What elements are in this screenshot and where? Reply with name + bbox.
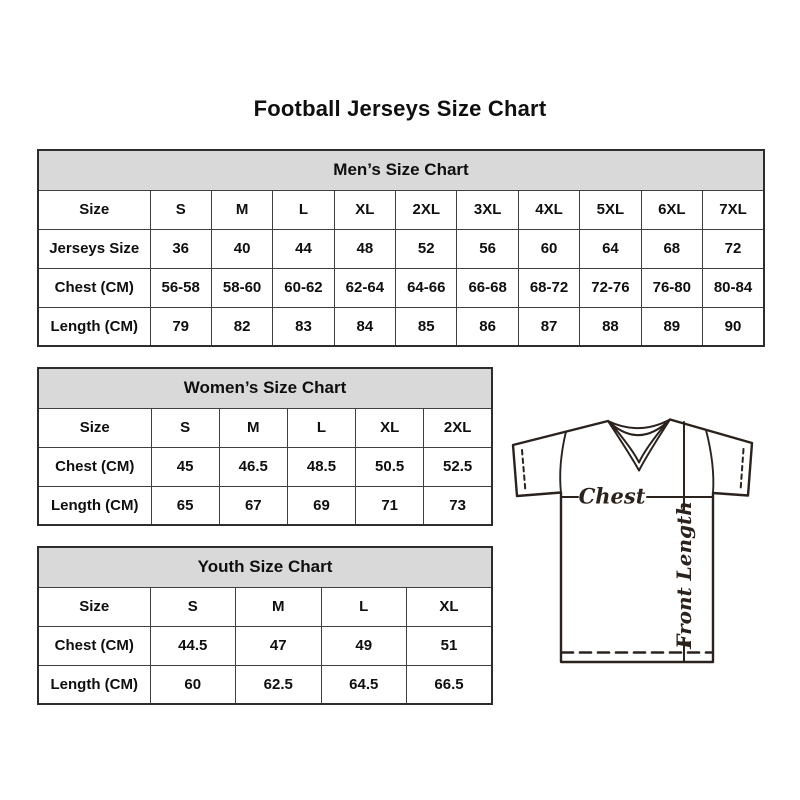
- table-cell: S: [150, 190, 211, 229]
- table-cell: 68: [641, 229, 702, 268]
- table-cell: L: [273, 190, 334, 229]
- table-row: [38, 408, 492, 447]
- table-cell: XL: [356, 408, 424, 447]
- row-label-cell: Length (CM): [38, 307, 150, 346]
- table-cell: 65: [151, 486, 219, 525]
- table-cell: XL: [407, 587, 493, 626]
- womens-table-title: Women’s Size Chart: [38, 368, 492, 408]
- table-cell: 60-62: [273, 268, 334, 307]
- table-row: [38, 229, 764, 268]
- table-row: [38, 665, 492, 704]
- table-cell: 52: [396, 229, 457, 268]
- table-cell: 84: [334, 307, 395, 346]
- table-cell: M: [211, 190, 272, 229]
- jersey-collar: [608, 420, 670, 471]
- table-cell: 69: [287, 486, 355, 525]
- table-cell: 60: [150, 665, 236, 704]
- table-cell: L: [287, 408, 355, 447]
- womens-size-table: [37, 367, 493, 526]
- row-label-cell: Length (CM): [38, 486, 151, 525]
- table-cell: 79: [150, 307, 211, 346]
- table-cell: 67: [219, 486, 287, 525]
- table-cell: 48: [334, 229, 395, 268]
- table-cell: 45: [151, 447, 219, 486]
- table-cell: 50.5: [356, 447, 424, 486]
- table-cell: XL: [334, 190, 395, 229]
- table-cell: 47: [236, 626, 322, 665]
- jersey-sleeve-seam-left: [560, 432, 566, 494]
- table-cell: S: [151, 408, 219, 447]
- row-label-cell: Jerseys Size: [38, 229, 150, 268]
- table-cell: 44: [273, 229, 334, 268]
- table-cell: 72-76: [580, 268, 641, 307]
- table-cell: S: [150, 587, 236, 626]
- table-cell: 89: [641, 307, 702, 346]
- table-cell: 49: [321, 626, 407, 665]
- table-cell: 46.5: [219, 447, 287, 486]
- table-row: [38, 150, 764, 190]
- table-cell: 71: [356, 486, 424, 525]
- youth-size-table: [37, 546, 493, 705]
- table-row: [38, 190, 764, 229]
- row-label-cell: Chest (CM): [38, 447, 151, 486]
- table-cell: 76-80: [641, 268, 702, 307]
- table-cell: 48.5: [287, 447, 355, 486]
- jersey-outline: [513, 420, 752, 663]
- jersey-cuff-stitch-right: [741, 449, 744, 491]
- table-cell: 64-66: [396, 268, 457, 307]
- row-label-cell: Size: [38, 190, 150, 229]
- table-cell: 58-60: [211, 268, 272, 307]
- table-cell: 73: [424, 486, 492, 525]
- table-cell: 52.5: [424, 447, 492, 486]
- table-cell: 64.5: [321, 665, 407, 704]
- row-label-cell: Length (CM): [38, 665, 150, 704]
- table-row: [38, 626, 492, 665]
- table-cell: 86: [457, 307, 518, 346]
- table-cell: 3XL: [457, 190, 518, 229]
- table-row: [38, 486, 492, 525]
- table-cell: 6XL: [641, 190, 702, 229]
- table-cell: 62.5: [236, 665, 322, 704]
- front-length-label: Front Length: [672, 501, 696, 649]
- table-cell: 82: [211, 307, 272, 346]
- table-cell: M: [236, 587, 322, 626]
- table-cell: 51: [407, 626, 493, 665]
- table-cell: 62-64: [334, 268, 395, 307]
- jersey-cuff-stitch-left: [522, 450, 526, 492]
- page-title: Football Jerseys Size Chart: [253, 96, 547, 121]
- table-cell: 83: [273, 307, 334, 346]
- table-row: [38, 547, 492, 587]
- table-row: [38, 368, 492, 408]
- table-cell: 88: [580, 307, 641, 346]
- table-cell: 44.5: [150, 626, 236, 665]
- table-cell: 40: [211, 229, 272, 268]
- table-cell: 56-58: [150, 268, 211, 307]
- table-cell: 5XL: [580, 190, 641, 229]
- table-cell: M: [219, 408, 287, 447]
- jersey-measurement-diagram: [500, 400, 770, 680]
- table-cell: 64: [580, 229, 641, 268]
- table-cell: 2XL: [424, 408, 492, 447]
- table-cell: 2XL: [396, 190, 457, 229]
- table-row: [38, 307, 764, 346]
- row-label-cell: Chest (CM): [38, 268, 150, 307]
- table-cell: 90: [703, 307, 764, 346]
- table-cell: 56: [457, 229, 518, 268]
- table-cell: 68-72: [518, 268, 579, 307]
- jersey-sleeve-seam-right: [706, 430, 713, 493]
- row-label-cell: Size: [38, 587, 150, 626]
- table-cell: 72: [703, 229, 764, 268]
- table-cell: 66.5: [407, 665, 493, 704]
- table-row: [38, 447, 492, 486]
- table-cell: 66-68: [457, 268, 518, 307]
- table-cell: 60: [518, 229, 579, 268]
- table-cell: 4XL: [518, 190, 579, 229]
- table-cell: 7XL: [703, 190, 764, 229]
- table-row: [38, 587, 492, 626]
- table-cell: 87: [518, 307, 579, 346]
- table-cell: 85: [396, 307, 457, 346]
- row-label-cell: Chest (CM): [38, 626, 150, 665]
- row-label-cell: Size: [38, 408, 151, 447]
- mens-size-table: [37, 149, 765, 347]
- mens-table-title: Men’s Size Chart: [38, 150, 764, 190]
- table-row: [38, 268, 764, 307]
- table-cell: L: [321, 587, 407, 626]
- table-cell: 80-84: [703, 268, 764, 307]
- youth-table-title: Youth Size Chart: [38, 547, 492, 587]
- chest-label: Chest: [578, 483, 646, 509]
- table-cell: 36: [150, 229, 211, 268]
